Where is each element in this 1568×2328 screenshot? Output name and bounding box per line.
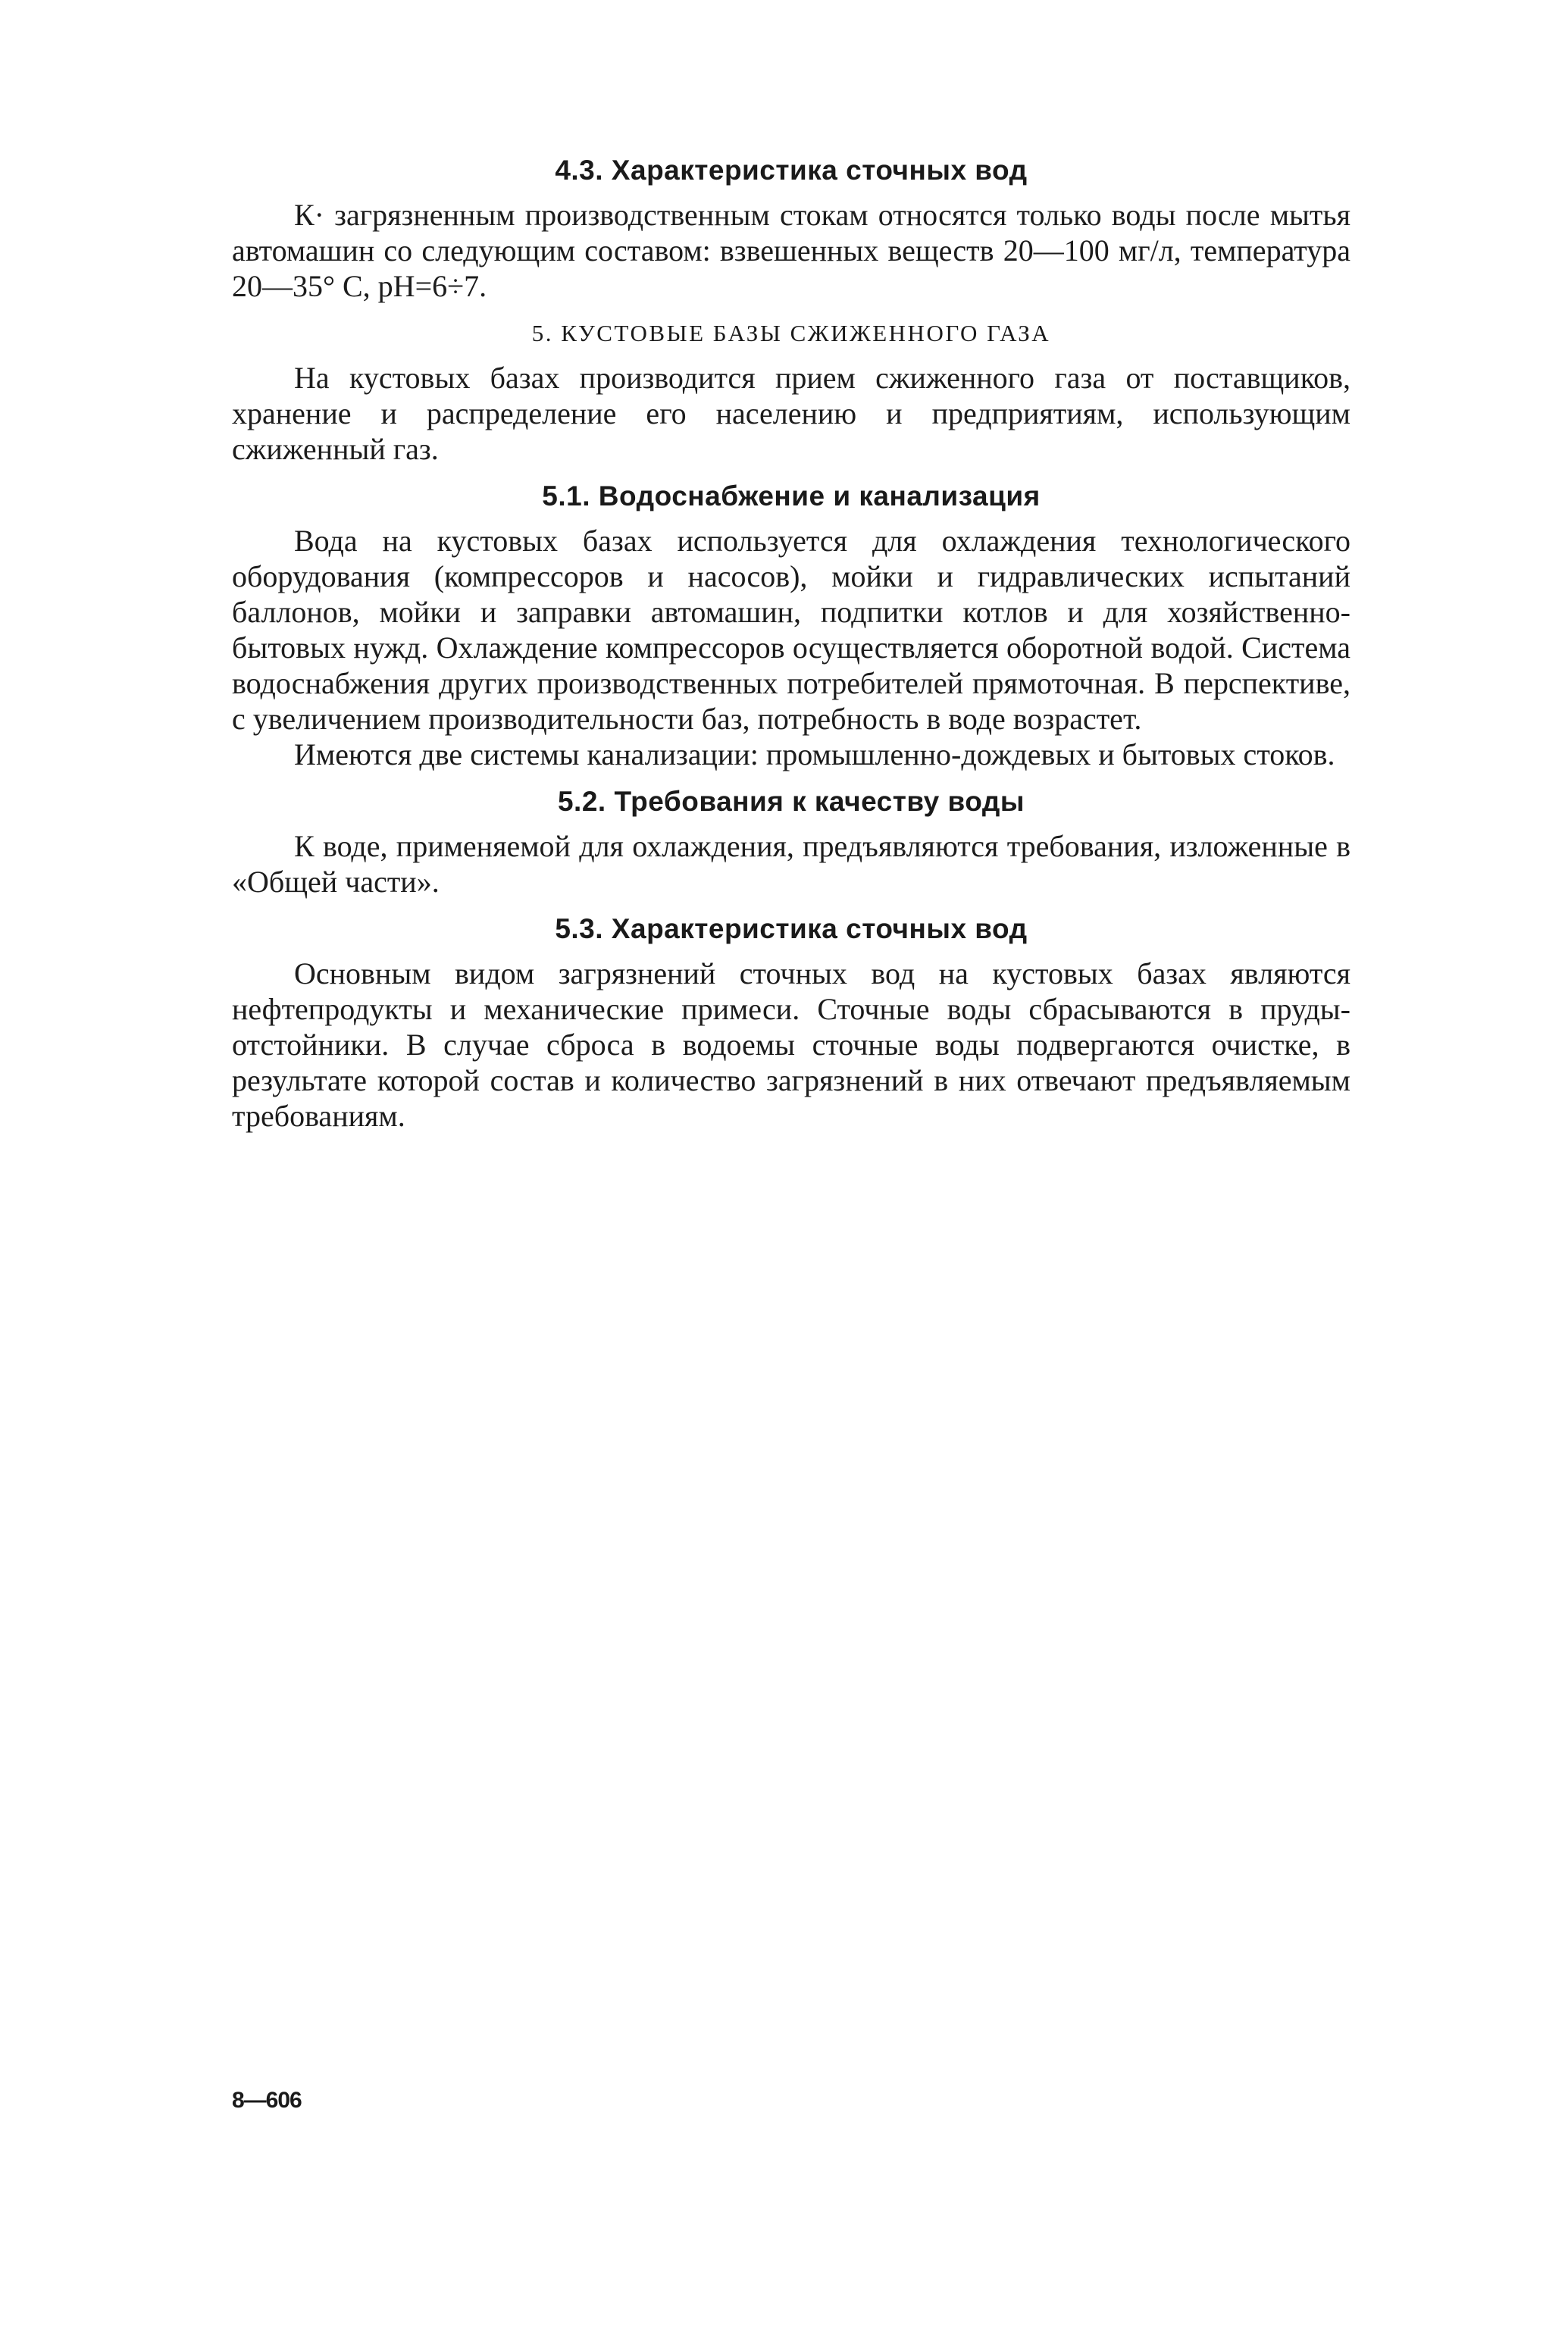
paragraph: Имеются две системы канализации: промышленно-дождевых и бытовых стоков. — [294, 737, 1335, 771]
paragraph: Основным видом загрязнений сточных вод на кустовых базах являются нефтепродукты и механические примеси. Сточные воды сбрасываются в пруды-отстойники. В случае сброса в водоемы сточные воды подвергаются очистке, в результате которой состав и количество загрязнений в них отвечают предъявляемым требованиям. — [232, 956, 1350, 1133]
paragraph: К воде, применяемой для охлаждения, предъявляются требования, изложенные в «Общей части». — [232, 829, 1350, 899]
section-heading-5-1: 5.1. Водоснабжение и канализация — [542, 480, 1041, 512]
text-column — [232, 152, 1350, 1134]
section-heading-4-3: 4.3. Характеристика сточных вод — [555, 155, 1028, 186]
print-signature-code: 8—606 — [232, 2088, 302, 2113]
section-heading-5-2: 5.2. Требования к качеству воды — [557, 786, 1025, 817]
section-heading-5: 5. КУСТОВЫЕ БАЗЫ СЖИЖЕННОГО ГАЗА — [531, 320, 1051, 346]
paragraph: На кустовых базах производится прием сжиженного газа от поставщиков, хранение и распределение его населению и предприятиям, использующим сжиженный газ. — [232, 361, 1350, 466]
paragraph: К· загрязненным производственным стокам относятся только воды после мытья автомашин со следующим составом: взвешенных веществ 20—100 мг/л, температура 20—35° С, pH=6÷7. — [232, 198, 1350, 303]
section-heading-5-3: 5.3. Характеристика сточных вод — [555, 913, 1028, 944]
paragraph: Вода на кустовых базах используется для охлаждения технологического оборудования (компрессоров и насосов), мойки и гидравлических испытаний баллонов, мойки и заправки автомашин, подпитки котлов и для хозяйственно-бытовых нужд. Охлаждение компрессоров осуществляется оборотной водой. Система водоснабжения других производственных потребителей прямоточная. В перспективе, с увеличением производительности баз, потребность в воде возрастет. — [232, 524, 1350, 736]
